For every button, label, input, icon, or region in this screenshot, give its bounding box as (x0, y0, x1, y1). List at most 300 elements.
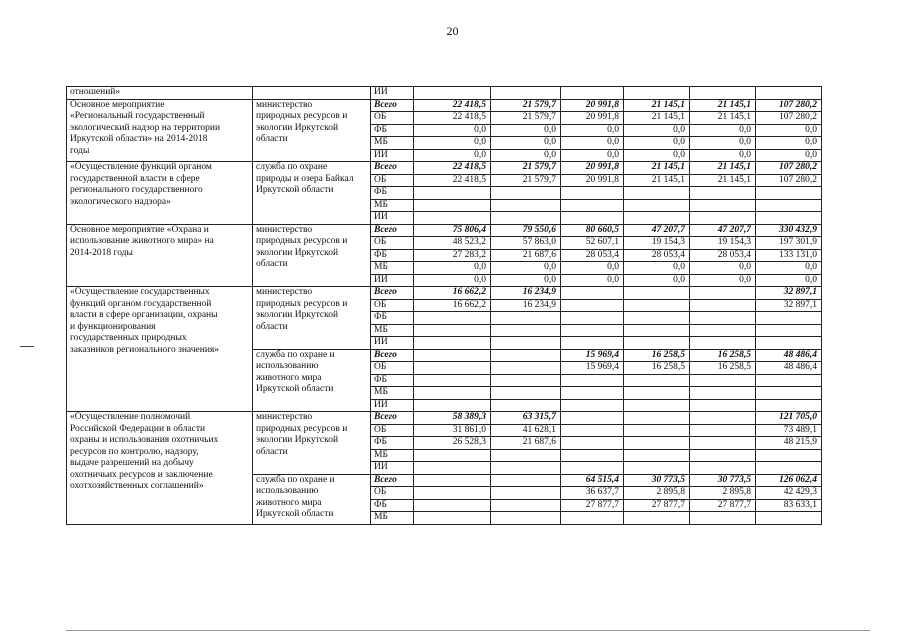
value-cell (561, 187, 624, 200)
value-cell (414, 512, 491, 525)
value-cell: 42 429,3 (756, 487, 822, 500)
source-cell: МБ (371, 512, 414, 525)
source-cell: ИИ (371, 462, 414, 475)
value-cell (414, 312, 491, 325)
event-line: охотничьих ресурсов и заключение (70, 469, 213, 480)
value-cell: 21 145,1 (690, 174, 756, 187)
value-cell (690, 449, 756, 462)
executor-line (256, 208, 367, 220)
executor-line: Иркутской области (256, 185, 334, 195)
value-cell (624, 449, 690, 462)
executor-line (256, 87, 367, 99)
executor-line: служба по охране (256, 162, 328, 172)
value-cell (491, 487, 561, 500)
source-cell: ИИ (371, 212, 414, 225)
value-cell: 2 895,8 (624, 487, 690, 500)
source-cell: Всего (371, 99, 414, 112)
value-cell: 107 280,2 (756, 174, 822, 187)
value-cell: 52 607,1 (561, 237, 624, 250)
source-cell: ОБ (371, 112, 414, 125)
value-cell: 0,0 (491, 149, 561, 162)
table-row (67, 162, 822, 175)
value-cell: 19 154,3 (624, 237, 690, 250)
value-cell (491, 212, 561, 225)
event-line: использование животного мира» на (70, 236, 214, 246)
executor-line: экологии Иркутской (256, 310, 339, 320)
event-line: охраны и использования охотничьих (70, 435, 219, 445)
value-cell: 0,0 (690, 137, 756, 150)
value-cell (690, 312, 756, 325)
event-cell (67, 224, 253, 287)
value-cell: 28 053,4 (624, 249, 690, 262)
executor-line (256, 333, 367, 345)
value-cell: 83 633,1 (756, 499, 822, 512)
value-cell (561, 212, 624, 225)
value-cell (414, 187, 491, 200)
value-cell (690, 324, 756, 337)
event-line: Основное мероприятие (70, 99, 165, 110)
event-line: заказников регионального значения» (70, 344, 220, 355)
value-cell (491, 387, 561, 400)
value-cell: 16 234,9 (491, 299, 561, 312)
value-cell: 0,0 (690, 124, 756, 137)
value-cell (414, 399, 491, 412)
value-cell: 0,0 (491, 137, 561, 150)
source-cell: ФБ (371, 187, 414, 200)
executor-cell (253, 287, 371, 350)
value-cell (491, 199, 561, 212)
event-line: экологический надзор на территории (70, 122, 221, 133)
value-cell: 21 579,7 (491, 174, 561, 187)
event-line: Российской Федерации в области (70, 423, 206, 434)
value-cell: 15 969,4 (561, 362, 624, 375)
executor-line: экологии Иркутской (256, 435, 339, 445)
value-cell (561, 199, 624, 212)
value-cell: 26 528,3 (414, 437, 491, 450)
event-cell (67, 99, 253, 162)
value-cell: 21 145,1 (624, 112, 690, 125)
value-cell (690, 437, 756, 450)
value-cell (414, 487, 491, 500)
value-cell: 75 806,4 (414, 224, 491, 237)
value-cell (414, 474, 491, 487)
value-cell: 27 877,7 (561, 499, 624, 512)
event-line (70, 259, 249, 271)
value-cell (414, 462, 491, 475)
value-cell (690, 512, 756, 525)
value-cell: 27 283,2 (414, 249, 491, 262)
value-cell: 0,0 (756, 274, 822, 287)
value-cell: 20 991,8 (561, 99, 624, 112)
value-cell (561, 449, 624, 462)
source-cell: МБ (371, 324, 414, 337)
value-cell (491, 512, 561, 525)
value-cell (561, 387, 624, 400)
value-cell (690, 424, 756, 437)
value-cell (414, 449, 491, 462)
executor-cell (253, 162, 371, 225)
value-cell: 2 895,8 (690, 487, 756, 500)
executor-line: области (256, 446, 288, 457)
value-cell (624, 287, 690, 300)
executor-cell (253, 87, 371, 100)
event-cell (67, 287, 253, 412)
table-row (67, 87, 822, 100)
value-cell: 48 523,2 (414, 237, 491, 250)
source-cell: Всего (371, 287, 414, 300)
value-cell: 30 773,5 (690, 474, 756, 487)
source-cell: МБ (371, 137, 414, 150)
value-cell (561, 512, 624, 525)
value-cell (491, 462, 561, 475)
value-cell: 21 687,6 (491, 437, 561, 450)
executor-line: служба по охране и (256, 474, 335, 485)
event-line: власти в сфере организации, охраны (70, 310, 218, 320)
executor-line: служба по охране и (256, 349, 335, 360)
executor-line: природных ресурсов и (256, 111, 348, 121)
executor-line: экологии Иркутской (256, 247, 339, 258)
value-cell: 0,0 (624, 149, 690, 162)
event-cell (67, 87, 253, 100)
source-cell: Всего (371, 224, 414, 237)
value-cell: 73 489,1 (756, 424, 822, 437)
value-cell (414, 362, 491, 375)
value-cell (756, 199, 822, 212)
executor-cell (253, 99, 371, 162)
value-cell: 121 705,0 (756, 412, 822, 425)
executor-line: природы и озера Байкал (256, 173, 354, 184)
value-cell: 0,0 (756, 149, 822, 162)
executor-cell (253, 412, 371, 475)
value-cell (414, 349, 491, 362)
value-cell (624, 187, 690, 200)
source-cell: ОБ (371, 174, 414, 187)
value-cell (690, 287, 756, 300)
executor-line: министерство (256, 99, 313, 110)
value-cell: 22 418,5 (414, 99, 491, 112)
value-cell: 330 432,9 (756, 224, 822, 237)
source-cell: ИИ (371, 399, 414, 412)
source-cell: ФБ (371, 312, 414, 325)
value-cell (756, 462, 822, 475)
value-cell (690, 412, 756, 425)
value-cell (756, 449, 822, 462)
value-cell: 0,0 (491, 274, 561, 287)
value-cell: 0,0 (414, 137, 491, 150)
value-cell (414, 324, 491, 337)
executor-line (256, 458, 367, 470)
source-cell: Всего (371, 474, 414, 487)
value-cell (756, 187, 822, 200)
value-cell (561, 324, 624, 337)
value-cell: 22 418,5 (414, 174, 491, 187)
value-cell (561, 374, 624, 387)
event-line: «Региональный государственный (70, 111, 205, 121)
event-line (70, 356, 249, 368)
value-cell (624, 324, 690, 337)
event-line: Основное мероприятие «Охрана и (70, 224, 209, 235)
value-cell: 21 145,1 (624, 162, 690, 175)
value-cell (690, 87, 756, 100)
value-cell (756, 337, 822, 350)
value-cell (690, 374, 756, 387)
value-cell (491, 87, 561, 100)
source-cell: ИИ (371, 149, 414, 162)
value-cell (491, 449, 561, 462)
value-cell: 20 991,8 (561, 112, 624, 125)
value-cell (561, 299, 624, 312)
value-cell (756, 387, 822, 400)
executor-line: использованию (256, 361, 319, 371)
value-cell: 0,0 (624, 262, 690, 275)
source-cell: ФБ (371, 249, 414, 262)
value-cell (690, 187, 756, 200)
executor-cell (253, 224, 371, 287)
value-cell: 0,0 (491, 262, 561, 275)
funding-table-body (67, 87, 822, 525)
value-cell: 0,0 (561, 137, 624, 150)
value-cell (414, 337, 491, 350)
value-cell: 21 687,6 (491, 249, 561, 262)
executor-line: Иркутской области (256, 384, 334, 394)
value-cell: 48 486,4 (756, 349, 822, 362)
value-cell: 107 280,2 (756, 162, 822, 175)
source-cell: ФБ (371, 124, 414, 137)
executor-line (256, 271, 367, 283)
value-cell: 16 258,5 (624, 362, 690, 375)
value-cell (690, 299, 756, 312)
value-cell: 36 637,7 (561, 487, 624, 500)
source-cell: ИИ (371, 274, 414, 287)
value-cell (561, 424, 624, 437)
value-cell (690, 212, 756, 225)
table-row (67, 99, 822, 112)
value-cell: 16 258,5 (690, 362, 756, 375)
value-cell: 15 969,4 (561, 349, 624, 362)
value-cell: 0,0 (561, 124, 624, 137)
funding-table (66, 86, 822, 525)
source-cell: ОБ (371, 237, 414, 250)
event-cell (67, 412, 253, 525)
event-line: государственной власти в сфере (70, 173, 200, 184)
executor-line: животного мира (256, 497, 322, 508)
value-cell (561, 399, 624, 412)
value-cell (624, 412, 690, 425)
bottom-rule (66, 630, 870, 631)
event-line (70, 391, 249, 403)
value-cell (561, 462, 624, 475)
event-line (70, 271, 249, 283)
value-cell (624, 312, 690, 325)
value-cell (624, 437, 690, 450)
executor-cell (253, 349, 371, 412)
value-cell (690, 399, 756, 412)
margin-mark (20, 346, 34, 347)
value-cell: 32 897,1 (756, 299, 822, 312)
value-cell (624, 374, 690, 387)
source-cell: МБ (371, 262, 414, 275)
value-cell: 0,0 (624, 124, 690, 137)
value-cell (414, 199, 491, 212)
executor-line: использованию (256, 486, 319, 496)
value-cell (561, 337, 624, 350)
value-cell (690, 337, 756, 350)
value-cell: 197 301,9 (756, 237, 822, 250)
value-cell: 16 258,5 (624, 349, 690, 362)
value-cell: 20 991,8 (561, 162, 624, 175)
value-cell (491, 374, 561, 387)
value-cell: 0,0 (690, 274, 756, 287)
event-line: 2014-2018 годы (70, 247, 133, 258)
value-cell (491, 362, 561, 375)
value-cell (624, 512, 690, 525)
source-cell: ФБ (371, 437, 414, 450)
value-cell: 21 579,7 (491, 162, 561, 175)
source-cell: Всего (371, 162, 414, 175)
value-cell: 28 053,4 (690, 249, 756, 262)
value-cell (491, 187, 561, 200)
value-cell (756, 87, 822, 100)
value-cell (414, 499, 491, 512)
source-cell: ИИ (371, 87, 414, 100)
event-line: отношений» (70, 87, 121, 97)
value-cell: 0,0 (561, 274, 624, 287)
event-line: функций органом государственной (70, 298, 212, 309)
value-cell (414, 374, 491, 387)
value-cell (491, 399, 561, 412)
value-cell: 0,0 (624, 137, 690, 150)
event-line: Иркутской области» на 2014-2018 (70, 134, 208, 144)
value-cell: 48 486,4 (756, 362, 822, 375)
table-row (67, 412, 822, 425)
executor-line: области (256, 321, 288, 332)
value-cell: 21 145,1 (624, 174, 690, 187)
value-cell (414, 387, 491, 400)
source-cell: МБ (371, 387, 414, 400)
value-cell: 0,0 (756, 124, 822, 137)
value-cell: 0,0 (561, 262, 624, 275)
event-cell (67, 162, 253, 225)
source-cell: ОБ (371, 487, 414, 500)
value-cell: 0,0 (414, 274, 491, 287)
value-cell: 21 145,1 (690, 112, 756, 125)
value-cell: 0,0 (414, 262, 491, 275)
event-line (70, 208, 249, 220)
executor-line: природных ресурсов и (256, 423, 348, 434)
value-cell: 22 418,5 (414, 112, 491, 125)
event-line: «Осуществление функций органом (70, 162, 212, 172)
executor-line: министерство (256, 224, 313, 235)
event-line: ресурсов по контролю, надзору, (70, 446, 199, 457)
value-cell: 0,0 (690, 149, 756, 162)
value-cell: 47 207,7 (690, 224, 756, 237)
source-cell: МБ (371, 449, 414, 462)
value-cell (756, 512, 822, 525)
event-line (70, 504, 249, 516)
executor-line (256, 146, 367, 158)
value-cell: 0,0 (756, 137, 822, 150)
value-cell (624, 462, 690, 475)
value-cell: 0,0 (491, 124, 561, 137)
value-cell (756, 374, 822, 387)
value-cell (491, 324, 561, 337)
value-cell: 0,0 (414, 149, 491, 162)
value-cell (491, 349, 561, 362)
value-cell (561, 412, 624, 425)
page-number: 20 (446, 24, 459, 38)
value-cell: 16 662,2 (414, 299, 491, 312)
value-cell: 21 579,7 (491, 112, 561, 125)
event-line: выдаче разрешений на добычу (70, 458, 194, 468)
value-cell (491, 474, 561, 487)
value-cell (756, 312, 822, 325)
event-line: экологического надзора» (70, 196, 171, 207)
value-cell: 58 389,3 (414, 412, 491, 425)
executor-line: природных ресурсов и (256, 298, 348, 309)
value-cell: 0,0 (624, 274, 690, 287)
value-cell: 80 660,5 (561, 224, 624, 237)
value-cell: 31 861,0 (414, 424, 491, 437)
value-cell: 0,0 (690, 262, 756, 275)
source-cell: МБ (371, 199, 414, 212)
value-cell (690, 462, 756, 475)
value-cell (756, 212, 822, 225)
event-line: годы (70, 145, 90, 156)
executor-line (256, 197, 367, 209)
event-line (70, 493, 249, 505)
value-cell (624, 212, 690, 225)
value-cell (624, 87, 690, 100)
value-cell (414, 87, 491, 100)
value-cell (491, 337, 561, 350)
executor-line: животного мира (256, 372, 322, 383)
value-cell (756, 324, 822, 337)
value-cell: 21 145,1 (690, 162, 756, 175)
value-cell: 126 062,4 (756, 474, 822, 487)
value-cell: 64 515,4 (561, 474, 624, 487)
value-cell: 0,0 (561, 149, 624, 162)
value-cell: 20 991,8 (561, 174, 624, 187)
value-cell: 63 315,7 (491, 412, 561, 425)
executor-line: природных ресурсов и (256, 236, 348, 246)
source-cell: Всего (371, 412, 414, 425)
executor-line (256, 396, 367, 408)
value-cell: 47 207,7 (624, 224, 690, 237)
value-cell (561, 437, 624, 450)
value-cell: 22 418,5 (414, 162, 491, 175)
value-cell: 21 145,1 (690, 99, 756, 112)
value-cell: 27 877,7 (624, 499, 690, 512)
value-cell (624, 199, 690, 212)
source-cell: ОБ (371, 424, 414, 437)
event-line: охотхозяйственных соглашений» (70, 481, 204, 491)
value-cell (561, 312, 624, 325)
executor-line: области (256, 259, 288, 269)
table-row (67, 224, 822, 237)
executor-line: министерство (256, 287, 313, 297)
source-cell: ФБ (371, 499, 414, 512)
value-cell (491, 312, 561, 325)
value-cell: 107 280,2 (756, 112, 822, 125)
value-cell: 41 628,1 (491, 424, 561, 437)
value-cell: 30 773,5 (624, 474, 690, 487)
value-cell (624, 424, 690, 437)
value-cell: 57 863,0 (491, 237, 561, 250)
value-cell: 16 234,9 (491, 287, 561, 300)
value-cell (690, 199, 756, 212)
value-cell (561, 287, 624, 300)
value-cell: 21 579,7 (491, 99, 561, 112)
